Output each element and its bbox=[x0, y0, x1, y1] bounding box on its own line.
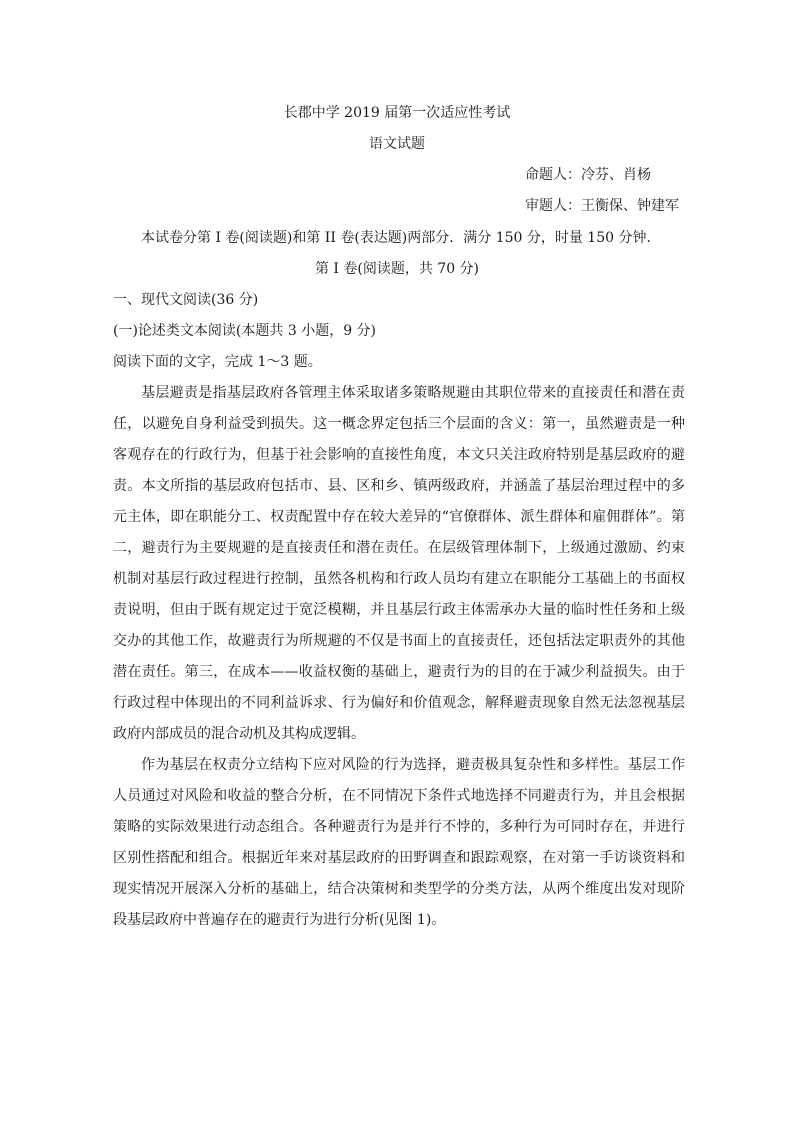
subject-title: 语文试题 bbox=[369, 136, 425, 152]
question-reviewer: 审题人：王衡保、钟建军 bbox=[525, 198, 679, 214]
reading-prompt: 阅读下面的文字，完成 1～3 题。 bbox=[113, 354, 322, 370]
exam-title: 长郡中学 2019 届第一次适应性考试 bbox=[283, 105, 511, 121]
question-setter: 命题人：冷芬、肖杨 bbox=[525, 167, 651, 183]
volume-title: 第 I 卷(阅读题，共 70 分) bbox=[314, 261, 480, 277]
section-heading: 一、现代文阅读(36 分) bbox=[113, 292, 259, 308]
passage-paragraph-2: 作为基层在权责分立结构下应对风险的行为选择，避责极具复杂性和多样性。基层工作人员通过对风险和收益的整合分析，在不同情况下条件式地选择不同避责行为，并且会根据策略的实际效果进行动态组合。各种避责行为是并行不悖的，多种行为可同时存在，并进行区别性搭配和组合。根据近年来对基层政府的田野调查和跟踪观察，在对第一手访谈资料和现实情况开展深入分析的基础上，结合决策树和类型学的分类方法，从两个维度出发对现阶段基层政府中普遍存在的避责行为进行分析(见图 1)。 bbox=[113, 757, 685, 928]
subsection-heading: (一)论述类文本阅读(本题共 3 小题，9 分) bbox=[113, 323, 377, 339]
exam-instructions: 本试卷分第 I 卷(阅读题)和第 II 卷(表达题)两部分．满分 150 分，时量 150 分钟． bbox=[141, 230, 661, 246]
passage-paragraph-1: 基层避责是指基层政府各管理主体采取诸多策略规避由其职位带来的直接责任和潜在责任，以避免自身利益受到损失。这一概念界定包括三个层面的含义：第一，虽然避责是一种客观存在的行政行为，但基于社会影响的直接性角度，本文只关注政府特别是基层政府的避责。本文所指的基层政府包括市、县、区和乡、镇两级政府，并涵盖了基层治理过程中的多元主体，即在职能分工、权责配置中存在较大差异的“官僚群体、派生群体和雇佣群体”。第二，避责行为主要规避的是直接责任和潜在责任。在层级管理体制下，上级通过激励、约束机制对基层行政过程进行控制，虽然各机构和行政人员均有建立在职能分工基础上的书面权责说明，但由于既有规定过于宽泛模糊，并且基层行政主体需承办大量的临时性任务和上级交办的其他工作，故避责行为所规避的不仅是书面上的直接责任，还包括法定职责外的其他潜在责任。第三，在成本——收益权衡的基础上，避责行为的目的在于减少利益损失。由于行政过程中体现出的不同利益诉求、行为偏好和价值观念，解释避责现象自然无法忽视基层政府内部成员的混合动机及其构成逻辑。 bbox=[113, 385, 685, 742]
